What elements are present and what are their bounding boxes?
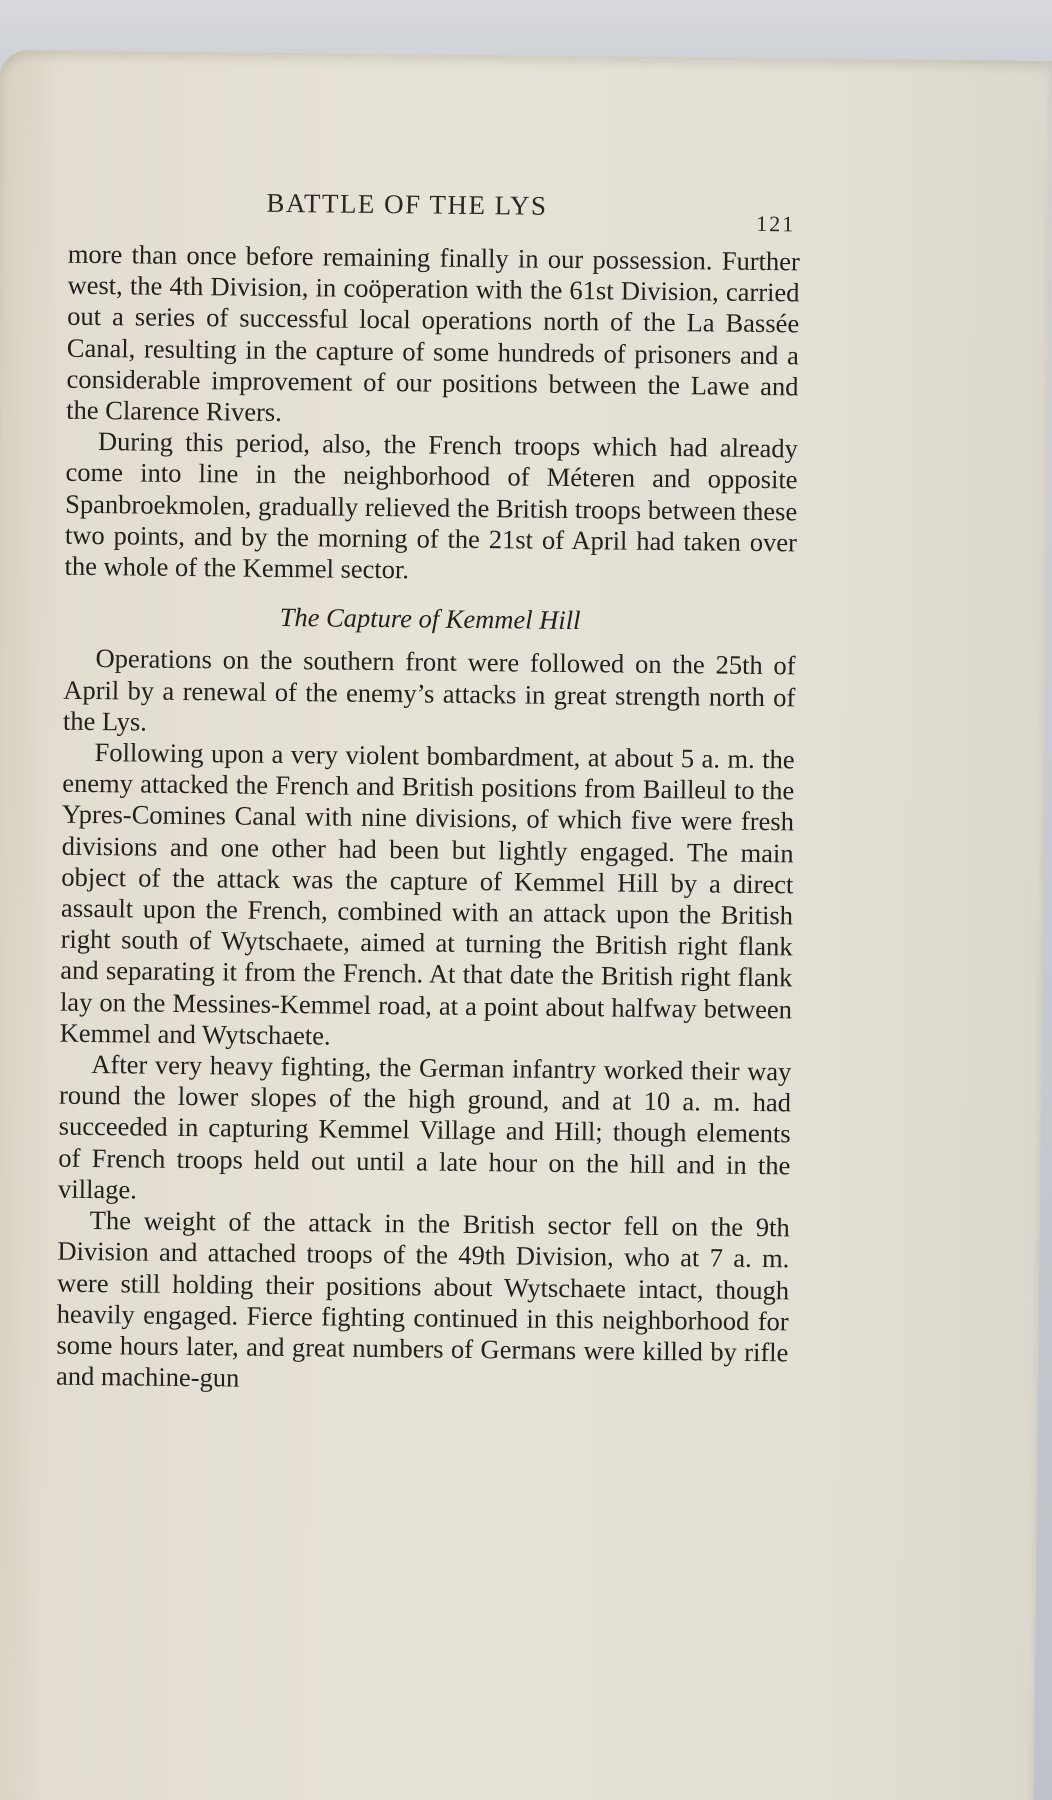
running-head: BATTLE OF THE LYS — [266, 187, 548, 221]
section-heading: The Capture of Kemmel Hill — [279, 602, 581, 636]
paragraph: After very heavy fighting, the German infantry worked their way round the lower slopes of the high ground, and at 10 a. m. had succeeded in capturing Kemmel Village and Hill; though elements of French troops held out until a late hour on the hill and in the village. — [57, 1049, 792, 1205]
paragraph: During this period, also, the French troops which had already come into line in the neighborhood of Méteren and opposite Spanbroekmolen, gradually relieved the British troops between these two points, and by the morning of the 21st of April had taken over the whole of the Kemmel sector. — [64, 426, 799, 585]
body-text — [56, 239, 800, 1400]
page-number: 121 — [756, 210, 796, 237]
paragraph: more than once before remaining finally in our possession. Further west, the 4th Division, in coöperation with the 61st Division, carried out a series of successful local operations north of the La Bassée Canal, resulting in the capture of some hundreds of prisoners and a considerable improvement of our positions between the Lawe and the Clarence Rivers. — [66, 238, 800, 427]
book-page — [0, 50, 1052, 1800]
paragraph: Following upon a very violent bombardment, at about 5 a. m. the enemy attacked the French and British positions from Bailleul to the Ypres-Comines Canal with nine divisions, of which five were fresh divisions and one other had been but lightly engaged. The main object of the attack was the capture of Kemmel Hill by a direct assault upon the French, combined with an attack upon the British right south of Wytschaete, aimed at turning the British right flank and separating it from the French. At that date the British right flank lay on the Messines-Kemmel road, at a point about halfway between Kemmel and Wytschaete. — [59, 737, 795, 1051]
paragraph: Operations on the southern front were followed on the 25th of April by a renewal of the enemy’s attacks in great strength north of the Lys. — [62, 643, 796, 737]
paragraph: The weight of the attack in the British sector fell on the 9th Division and attached troops of the 49th Division, who at 7 a. m. were still holding their positions about Wytschaete intact, though heavily engaged. Fierce fighting continued in this neighborhood for some hours later, and great numbers of Germans were killed by rifle and machine-gun — [55, 1205, 790, 1393]
